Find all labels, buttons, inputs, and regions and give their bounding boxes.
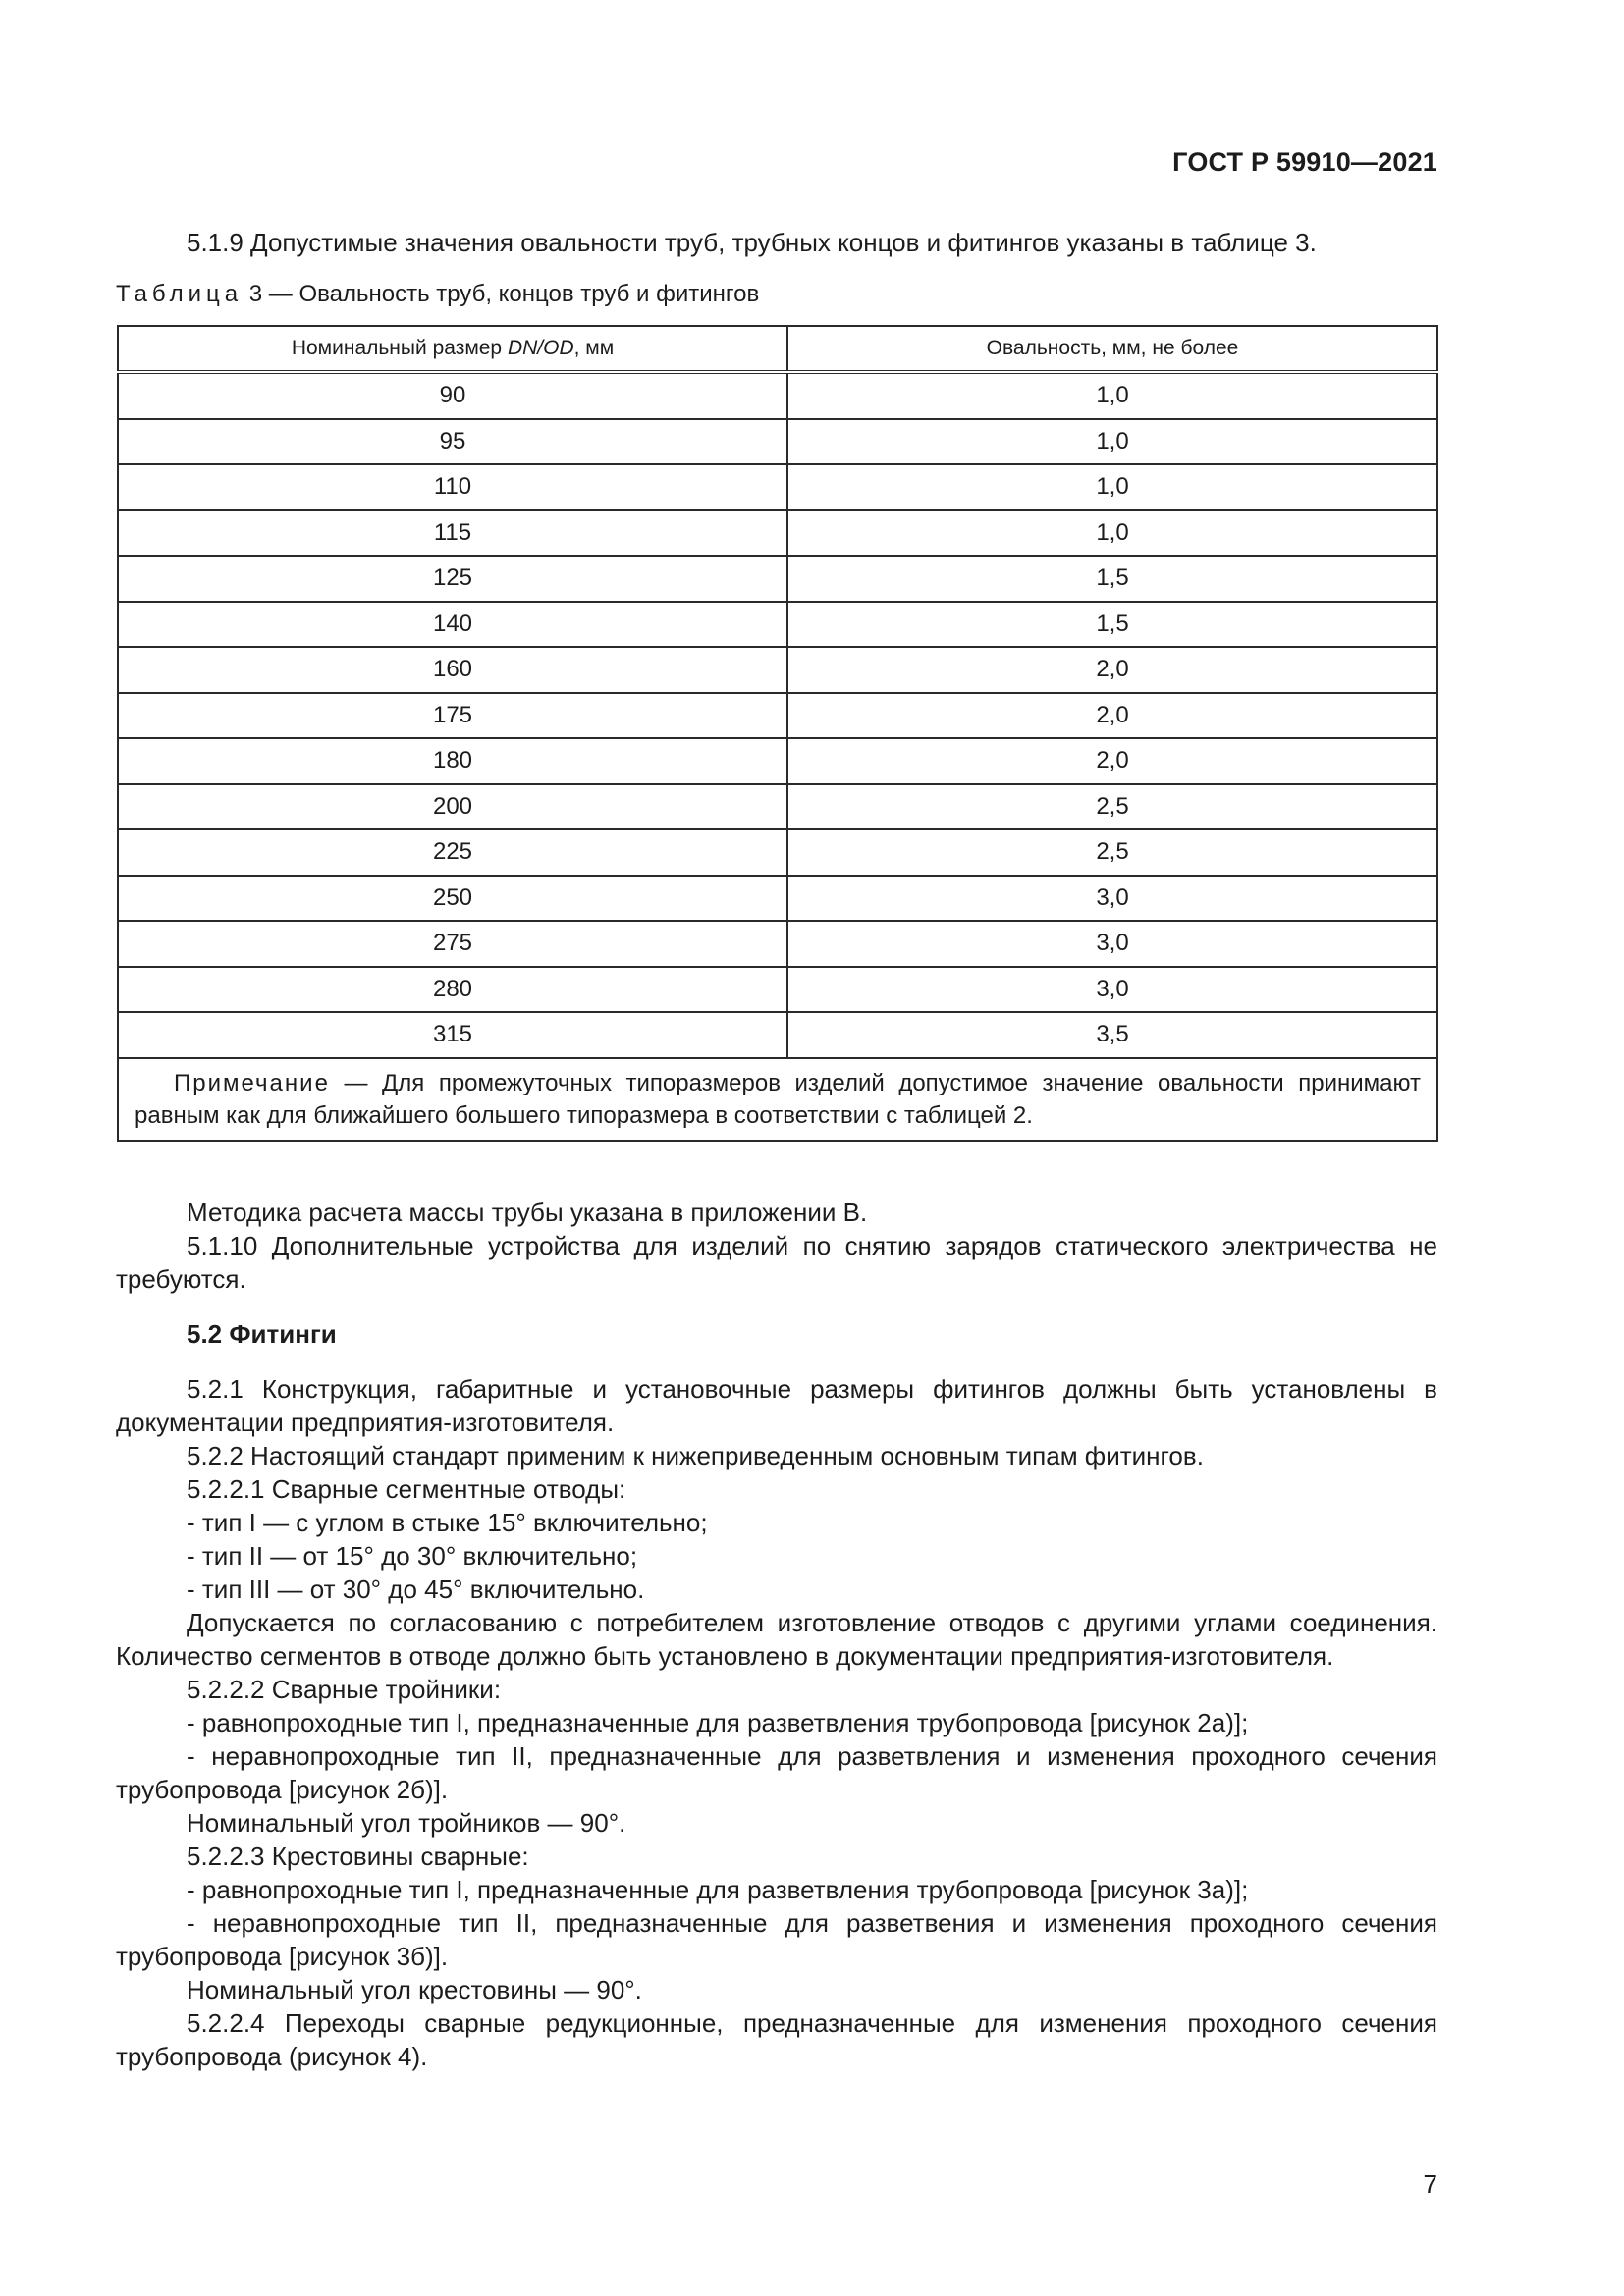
header-nominal-size <box>118 326 787 372</box>
cell-ovality: 3,0 <box>787 876 1437 922</box>
table-row <box>118 464 1437 510</box>
table-row <box>118 829 1437 876</box>
ovality-table <box>117 325 1438 1142</box>
table-caption-text: 3 — Овальность труб, концов труб и фитингов <box>248 281 760 307</box>
header-col1-prefix: Номинальный размер <box>291 337 508 359</box>
cell-size: 175 <box>118 693 787 739</box>
table-row <box>118 556 1437 602</box>
header-col1-suffix: , мм <box>573 337 615 359</box>
cell-size: 280 <box>118 967 787 1013</box>
list-item: - неравнопроходные тип II, предназначенные для разветвления и изменения проходного сечения трубопровода [рисунок 2б)]. <box>116 1741 1437 1804</box>
paragraph: 5.2.2.1 Сварные сегментные отводы: <box>187 1474 626 1504</box>
cell-ovality: 1,0 <box>787 510 1437 557</box>
cell-size: 110 <box>118 464 787 510</box>
cell-size: 250 <box>118 876 787 922</box>
note-text: — Для промежуточных типоразмеров изделий допустимое значение овальности принимают равным как для ближайшего большего типоразмера в соответствии с таблицей 2. <box>135 1069 1421 1129</box>
cell-ovality: 2,0 <box>787 738 1437 784</box>
list-item: - равнопроходные тип I, предназначенные для разветвления трубопровода [рисунок 3а)]; <box>187 1875 1249 1904</box>
table-caption <box>116 281 759 308</box>
table-note-row <box>118 1058 1437 1141</box>
paragraph: Номинальный угол тройников — 90°. <box>187 1808 626 1838</box>
cell-ovality: 1,0 <box>787 372 1437 419</box>
header-col1-em: DN/OD <box>507 337 574 359</box>
paragraph: 5.2.1 Конструкция, габаритные и установочные размеры фитингов должны быть установлены в документации предприятия-изготовителя. <box>116 1374 1437 1437</box>
table-row <box>118 647 1437 693</box>
cell-size: 200 <box>118 784 787 830</box>
cell-size: 315 <box>118 1012 787 1058</box>
table-row <box>118 419 1437 465</box>
paragraph: 5.2.2 Настоящий стандарт применим к нижеприведенным основным типам фитингов. <box>187 1441 1204 1470</box>
list-item: - тип III — от 30° до 45° включительно. <box>187 1575 645 1604</box>
section-title: 5.2 Фитинги <box>187 1319 337 1349</box>
cell-ovality: 3,5 <box>787 1012 1437 1058</box>
table-row <box>118 967 1437 1013</box>
paragraph: 5.1.10 Дополнительные устройства для изделий по снятию зарядов статического электричества не требуются. <box>116 1231 1437 1294</box>
table-row <box>118 372 1437 419</box>
cell-size: 275 <box>118 921 787 967</box>
table-row <box>118 921 1437 967</box>
table-row <box>118 1012 1437 1058</box>
intro-paragraph: 5.1.9 Допустимые значения овальности труб, трубных концов и фитингов указаны в таблице 3. <box>187 228 1317 257</box>
intro-block <box>116 226 1437 259</box>
table-row <box>118 510 1437 557</box>
table-row <box>118 784 1437 830</box>
cell-size: 125 <box>118 556 787 602</box>
cell-size: 95 <box>118 419 787 465</box>
cell-size: 225 <box>118 829 787 876</box>
cell-ovality: 2,5 <box>787 784 1437 830</box>
cell-size: 140 <box>118 602 787 648</box>
page-number: 7 <box>1423 2169 1437 2199</box>
table-row <box>118 602 1437 648</box>
cell-ovality: 2,5 <box>787 829 1437 876</box>
cell-size: 180 <box>118 738 787 784</box>
cell-size: 160 <box>118 647 787 693</box>
cell-ovality: 3,0 <box>787 967 1437 1013</box>
cell-ovality: 2,0 <box>787 647 1437 693</box>
document-id: ГОСТ Р 59910—2021 <box>1172 147 1437 177</box>
cell-size: 115 <box>118 510 787 557</box>
cell-size: 90 <box>118 372 787 419</box>
header-ovality: Овальность, мм, не более <box>787 326 1437 372</box>
paragraph: Номинальный угол крестовины — 90°. <box>187 1975 642 2004</box>
list-item: - тип I — с углом в стыке 15° включительно; <box>187 1508 708 1537</box>
cell-ovality: 1,5 <box>787 556 1437 602</box>
paragraph: Допускается по согласованию с потребителем изготовление отводов с другими углами соединения. Количество сегментов в отводе должно быть установлено в документации предприятия-изготовителя. <box>116 1608 1437 1671</box>
cell-ovality: 1,0 <box>787 419 1437 465</box>
table-row <box>118 693 1437 739</box>
list-item: - тип II — от 15° до 30° включительно; <box>187 1541 638 1571</box>
cell-ovality: 1,0 <box>787 464 1437 510</box>
table-row <box>118 876 1437 922</box>
table-header-row <box>118 326 1437 372</box>
paragraph: 5.2.2.3 Крестовины сварные: <box>187 1842 529 1871</box>
note-lead: Примечание <box>174 1069 330 1096</box>
paragraph: 5.2.2.4 Переходы сварные редукционные, предназначенные для изменения проходного сечения трубопровода (рисунок 4). <box>116 2008 1437 2071</box>
paragraph: Методика расчета массы трубы указана в приложении В. <box>187 1198 868 1227</box>
cell-ovality: 1,5 <box>787 602 1437 648</box>
cell-ovality: 2,0 <box>787 693 1437 739</box>
list-item: - неравнопроходные тип II, предназначенные для разветвения и изменения проходного сечения трубопровода [рисунок 3б)]. <box>116 1908 1437 1971</box>
table-caption-word: Таблица <box>116 281 244 307</box>
main-text <box>116 1196 1437 2073</box>
list-item: - равнопроходные тип I, предназначенные для разветвления трубопровода [рисунок 2а)]; <box>187 1708 1249 1737</box>
table-row <box>118 738 1437 784</box>
paragraph: 5.2.2.2 Сварные тройники: <box>187 1675 502 1704</box>
cell-ovality: 3,0 <box>787 921 1437 967</box>
table-note <box>118 1058 1437 1141</box>
